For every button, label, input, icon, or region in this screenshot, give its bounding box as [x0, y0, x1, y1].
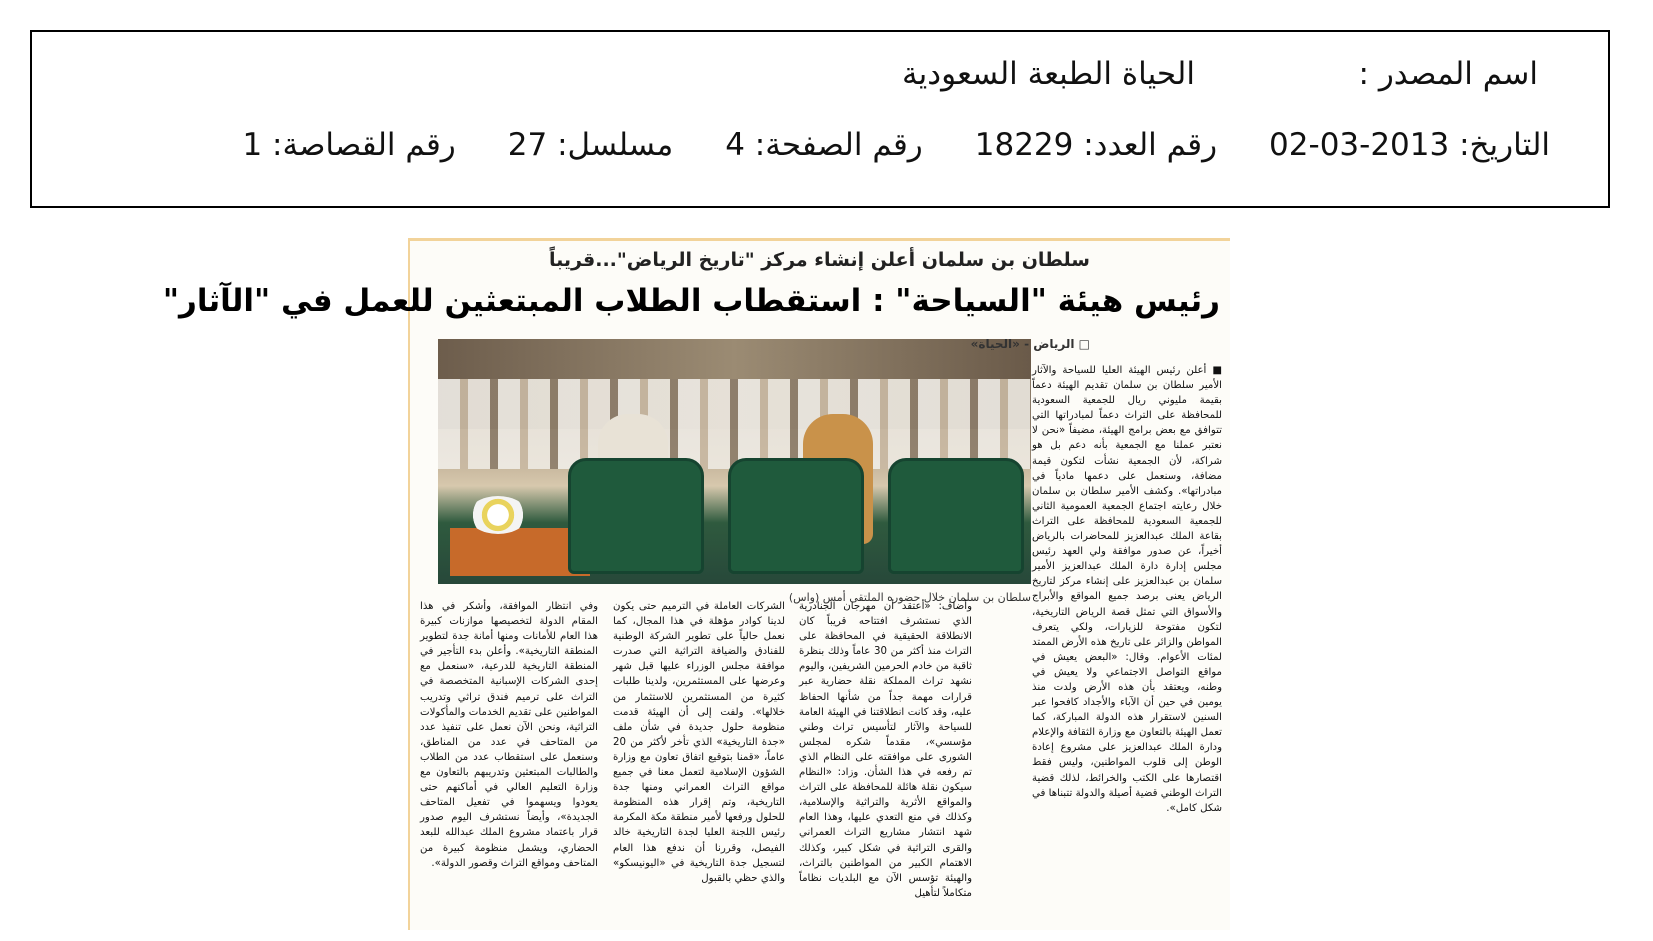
page-number-field: رقم الصفحة: 4	[725, 127, 923, 163]
article-headline: رئيس هيئة "السياحة" : استقطاب الطلاب المبتعثين للعمل في "الآثار"	[162, 283, 1220, 319]
source-value: الحياة الطبعة السعودية	[902, 56, 1195, 92]
article-kicker: سلطان بن سلمان أعلن إنشاء مركز "تاريخ الرياض"...قريباً	[548, 249, 1090, 271]
source-label: اسم المصدر :	[1358, 56, 1538, 92]
column-text: ■ أعلن رئيس الهيئة العليا للسياحة والآثار الأمير سلطان بن سلمان تقديم الهيئة دعماً بقيمة مليوني ريال للجمعية السعودية للمحافظة على التراث دعماً لمبادراتها التي تتوافق مع بعض برامج الهيئة، مضيفاً «نحن لا نعتبر عملنا مع الجمعية بأنه دعم بل هو شراكة، لأن الجمعية نشأت لتكون قيمة مضافة، وسنعمل على دعمها مادياً في مبادراتها». وكشف الأمير سلطان بن سلمان خلال رعايته اجتماع الجمعية العمومية الثاني للجمعية السعودية للمحافظة على التراث بقاعة الملك عبدالعزيز للمحاضرات بالرياض أخيراً، عن صدور موافقة ولي العهد رئيس مجلس إدارة دارة الملك عبدالعزيز الأمير سلمان بن عبدالعزيز على إنشاء مركز لتاريخ الرياض يعنى برصد جميع المواقع والأبراج والأسواق التي تمثل قصة الرياض التاريخية، لتكون مفتوحة للزيارات، ولكي يتعرف المواطن والزائر على تاريخ هذه الأرض الممتد لمئات الأعوام. وقال: «البعض يعيش في مواقع التواصل الاجتماعي ولا يعيش في وطنه، ويعتقد بأن هذه الأرض ولدت منذ يومين في حين أن الآباء والأجداد كافحوا عبر السنين لاستقرار هذه الدولة المباركة، كما تعمل الهيئة بالتعاون مع وزارة الثقافة والإعلام ودارة الملك عبدالعزيز على مشروع إعادة الوطن إلى قلوب المواطنين، وليس فقط اقتصارها على الكتب والخرائط، لذلك قضية التراث الوطني قضية أصيلة والدولة تتبناها في شكل كامل».	[1032, 365, 1222, 814]
column-text: الشركات العاملة في الترميم حتى يكون لدينا كوادر مؤهلة في هذا المجال، كما نعمل حالياً على تطوير الشركة الوطنية للفنادق والضيافة التراثية التي صدرت موافقة مجلس الوزراء عليها قبل شهر وعرضها على المستثمرين، ولدينا طلبات كثيرة من المستثمرين للاستثمار من خلالها». ولفت إلى أن الهيئة قدمت منظومة حلول جديدة في شأن ملف «جدة التاريخية» الذي تأخر لأكثر من 20 عاماً، «قمنا بتوقيع اتفاق تعاون مع وزارة الشؤون الإسلامية لتعمل معنا في جميع مواقع التراث العمراني ومنها جدة التاريخية، وتم إقرار هذه المنظومة للحلول ورفعها لأمير منطقة مكة المكرمة رئيس اللجنة العليا لجدة التاريخية خالد الفيصل، وقررنا أن ندفع هذا العام لتسجيل جدة التاريخية في «اليونيسكو» والذي حظي بالقبول	[613, 601, 785, 884]
source-info-box	[30, 30, 1610, 208]
photo-caption: سلطان بن سلمان خلال حضوره الملتقى أمس (واس)	[788, 591, 1031, 604]
article-photo	[438, 339, 1031, 584]
article-column-bottom-2	[613, 599, 785, 929]
clip-number-field: رقم القصاصة: 1	[242, 127, 456, 163]
newspaper-clipping	[162, 238, 1230, 930]
article-dateline: □ الرياض - «الحياة»	[970, 337, 1090, 351]
date-field: التاريخ: 2013-03-02	[1269, 127, 1550, 163]
column-text: وفي انتظار الموافقة، وأشكر في هذا المقام الدولة لتخصيصها موازنات كبيرة هذا العام للأمانات ومنها أمانة جدة لتطوير المنطقة التاريخية». وأعلن بدء التأجير في المنطقة التاريخية للدرعية، «سنعمل مع إحدى الشركات الإسبانية المتخصصة في التراث على ترميم فندق تراثي وتدريب المواطنين على تقديم الخدمات والمأكولات التراثية، ونحن الآن نعمل على تنفيذ عدد من المتاحف في عدد من المناطق، وسنعمل على استقطاب عدد من الطلاب والطالبات المبتعثين وتدريبهم بالتعاون مع وزارة التعليم العالي في أماكنهم حتى يعودوا ويسهموا في تفعيل المتاحف الجديدة»، وأيضاً نستشرف اليوم صدور قرار باعتماد مشروع الملك عبدالله للبعد الحضاري، ويشمل منظومة كبيرة من المتاحف ومواقع التراث وقصور الدولة».	[420, 601, 598, 869]
issue-number-field: رقم العدد: 18229	[974, 127, 1218, 163]
article-column-bottom-1	[799, 599, 972, 929]
article-column-bottom-3	[420, 599, 598, 929]
serial-field: مسلسل: 27	[507, 127, 674, 163]
issue-info-row	[242, 127, 1550, 163]
article-column-right	[1032, 363, 1222, 928]
column-text: وأضاف: «أعتقد أن مهرجان الجنادرية الذي نستشرف افتتاحه قريباً كان الانطلاقة الحقيقية في المحافظة على التراث منذ أكثر من 30 عاماً وذلك بنظرة ثاقبة من خادم الحرمين الشريفين، واليوم نشهد تراث المملكة نقلة حضارية عبر قرارات مهمة جداً من شأنها الحفاظ عليه، وقد كانت انطلاقتنا في الهيئة العامة للسياحة والآثار لتأسيس تراث وطني مؤسسي»، مقدماً شكره لمجلس الشورى على موافقته على النظام الذي تم رفعه في هذا الشأن. وزاد: «النظام سيكون نقلة هائلة للمحافظة على التراث والمواقع الأثرية والتراثية والإسلامية، وكذلك في منع التعدي عليها، وهذا العام شهد انتشار مشاريع التراث العمراني والقرى التراثية في شكل كبير، وكذلك الاهتمام الكبير من المواطنين بالتراث، والهيئة تؤسس الآن مع البلديات نظاماً متكاملاً لتأهيل	[799, 601, 972, 899]
